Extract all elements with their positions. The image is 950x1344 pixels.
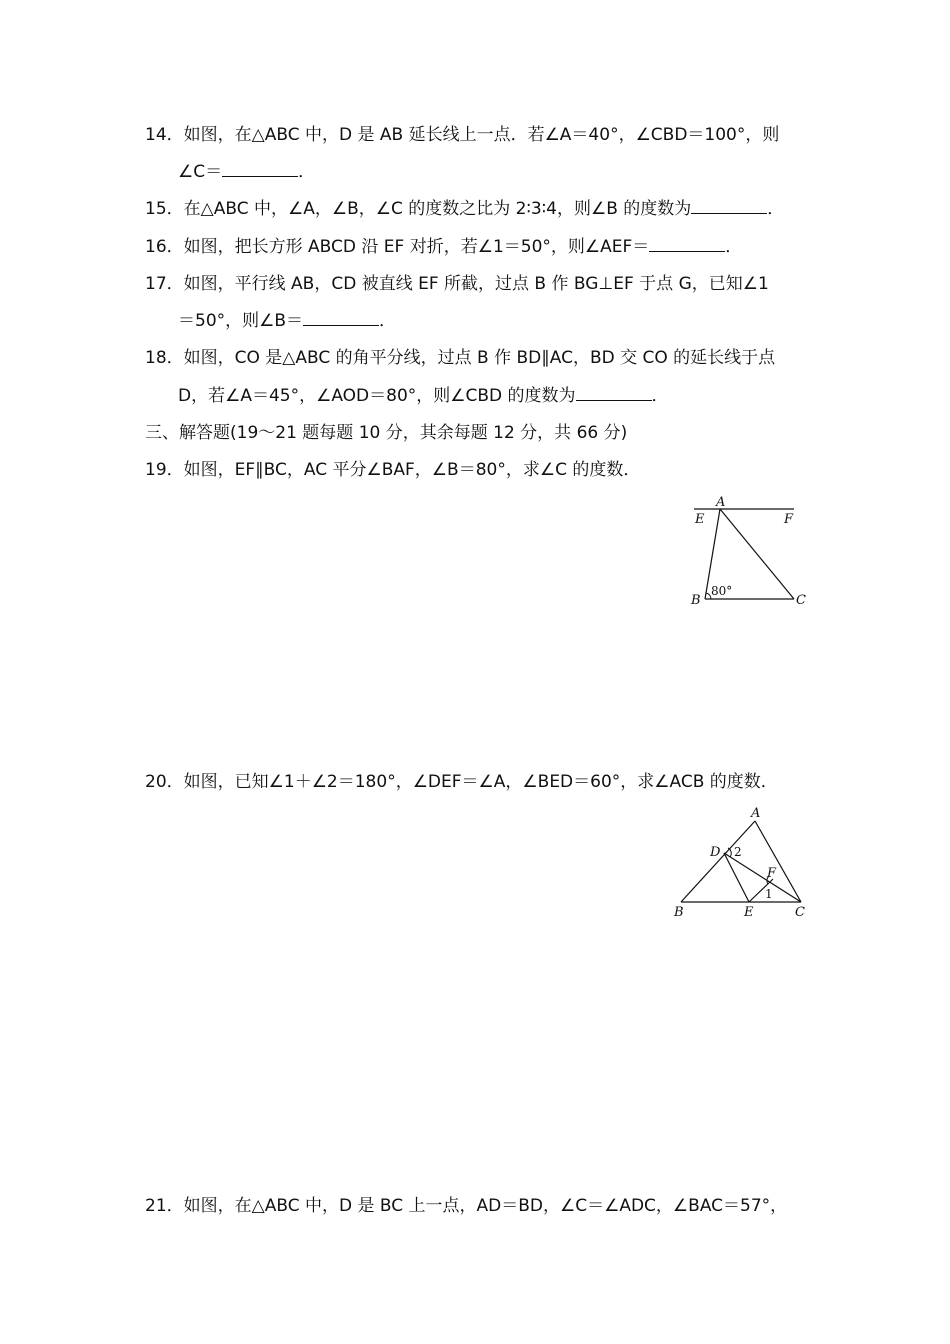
- q20-label-1: 1: [765, 887, 773, 901]
- q20-side-ab: [681, 821, 755, 902]
- q18-period: ．: [651, 386, 669, 406]
- q20-label-f: F: [767, 866, 777, 881]
- q15-text: 15．在△ABC 中，∠A，∠B，∠C 的度数之比为 2∶3∶4，则∠B 的度数为: [145, 199, 692, 219]
- q18-line2: [178, 385, 669, 407]
- q14-period: ．: [298, 162, 316, 182]
- q20-label-e: E: [744, 905, 754, 920]
- q16-text: 16．如图，把长方形 ABCD 沿 EF 对折，若∠1＝50°，则∠AEF＝: [145, 237, 650, 257]
- q17-answer-prefix: ＝50°，则∠B＝: [178, 311, 304, 331]
- q14-answer-prefix: ∠C＝: [178, 162, 223, 182]
- q18-line1: 18．如图，CO 是△ABC 的角平分线，过点 B 作 BD∥AC，BD 交 CO 的延长线于点: [145, 348, 776, 368]
- question-19: 19．如图，EF∥BC，AC 平分∠BAF，∠B＝80°，求∠C 的度数．: [145, 460, 641, 480]
- q17-line1: 17．如图，平行线 AB，CD 被直线 EF 所截，过点 B 作 BG⊥EF 于点 G，已知∠1: [145, 274, 769, 294]
- q20-label-d: D: [710, 845, 721, 860]
- q17-answer-blank[interactable]: [303, 311, 379, 326]
- q20-label-2: 2: [734, 845, 742, 859]
- question-15: [145, 198, 784, 220]
- q14-line1: 14．如图，在△ABC 中，D 是 AB 延长线上一点．若∠A＝40°，∠CBD＝100°，则: [145, 125, 780, 145]
- question-20: 20．如图，已知∠1＋∠2＝180°，∠DEF＝∠A，∠BED＝60°，求∠ACB 的度数．: [145, 772, 778, 792]
- q15-period: ．: [767, 199, 785, 219]
- question-21: 21．如图，在△ABC 中，D 是 BC 上一点，AD＝BD，∠C＝∠ADC，∠BAC＝57°，: [145, 1196, 788, 1216]
- q15-answer-blank[interactable]: [691, 199, 767, 214]
- q20-label-b: B: [674, 905, 684, 920]
- q19-figure: [686, 493, 816, 611]
- section-3-heading: 三、解答题(19～21 题每题 10 分，其余每题 12 分，共 66 分): [145, 423, 628, 443]
- q17-line2: [178, 310, 396, 332]
- q20-label-a: A: [751, 806, 761, 821]
- q19-label-e: E: [695, 512, 705, 527]
- q19-label-b: B: [691, 593, 701, 608]
- q19-label-c: C: [796, 593, 806, 608]
- q20-label-c: C: [795, 905, 805, 920]
- q14-line2: [178, 161, 315, 183]
- q19-label-f: F: [784, 512, 794, 527]
- q14-answer-blank[interactable]: [222, 162, 298, 177]
- q16-period: ．: [725, 237, 743, 257]
- question-16: [145, 236, 742, 258]
- q19-angle-label: 80°: [711, 584, 733, 598]
- q18-answer-prefix: D，若∠A＝45°，∠AOD＝80°，则∠CBD 的度数为: [178, 386, 576, 406]
- q20-segment-dc: [724, 853, 801, 902]
- q20-figure: [668, 803, 813, 921]
- q17-period: ．: [379, 311, 397, 331]
- q18-answer-blank[interactable]: [576, 386, 652, 401]
- q19-label-a: A: [716, 495, 726, 510]
- q16-answer-blank[interactable]: [649, 237, 725, 252]
